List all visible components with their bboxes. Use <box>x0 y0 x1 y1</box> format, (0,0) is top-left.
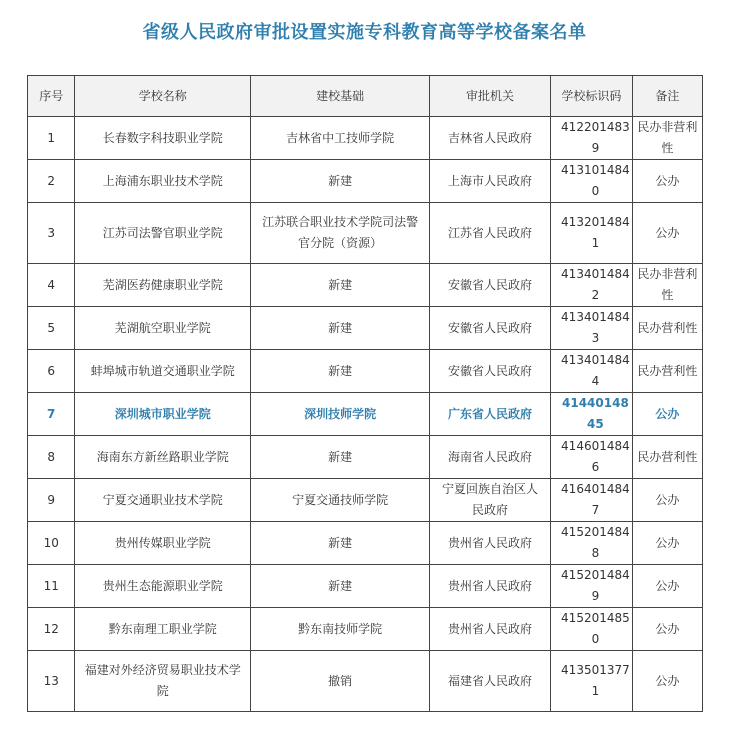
cell-authority: 吉林省人民政府 <box>430 117 551 160</box>
cell-code: 4152014848 <box>550 522 632 565</box>
cell-note: 公办 <box>632 565 702 608</box>
table-row <box>28 608 703 651</box>
cell-base: 新建 <box>251 307 430 350</box>
cell-base: 江苏联合职业技术学院司法警官分院（资源） <box>251 203 430 264</box>
table-row <box>28 436 703 479</box>
cell-id: 3 <box>28 203 75 264</box>
cell-authority: 贵州省人民政府 <box>430 522 551 565</box>
table-header-row <box>28 76 703 117</box>
cell-base: 黔东南技师学院 <box>251 608 430 651</box>
cell-note: 民办非营利性 <box>632 117 702 160</box>
cell-note: 民办营利性 <box>632 307 702 350</box>
school-table <box>27 75 703 712</box>
cell-name: 芜湖航空职业学院 <box>75 307 251 350</box>
cell-id: 12 <box>28 608 75 651</box>
cell-note: 民办营利性 <box>632 436 702 479</box>
cell-note: 公办 <box>632 608 702 651</box>
cell-id: 10 <box>28 522 75 565</box>
cell-base: 新建 <box>251 350 430 393</box>
cell-name: 福建对外经济贸易职业技术学院 <box>75 651 251 712</box>
cell-authority: 广东省人民政府 <box>430 393 551 436</box>
table-row <box>28 565 703 608</box>
header-code: 学校标识码 <box>550 76 632 117</box>
cell-base: 吉林省中工技师学院 <box>251 117 430 160</box>
cell-id: 13 <box>28 651 75 712</box>
cell-code: 4152014849 <box>550 565 632 608</box>
cell-note: 公办 <box>632 393 702 436</box>
cell-name: 黔东南理工职业学院 <box>75 608 251 651</box>
cell-base: 新建 <box>251 522 430 565</box>
cell-authority: 宁夏回族自治区人民政府 <box>430 479 551 522</box>
header-authority: 审批机关 <box>430 76 551 117</box>
cell-code: 4134014843 <box>550 307 632 350</box>
cell-authority: 安徽省人民政府 <box>430 350 551 393</box>
cell-note: 公办 <box>632 160 702 203</box>
cell-note: 公办 <box>632 479 702 522</box>
cell-id: 6 <box>28 350 75 393</box>
cell-note: 民办营利性 <box>632 350 702 393</box>
cell-code: 4134014844 <box>550 350 632 393</box>
cell-name: 深圳城市职业学院 <box>75 393 251 436</box>
cell-authority: 贵州省人民政府 <box>430 565 551 608</box>
cell-base: 新建 <box>251 264 430 307</box>
cell-name: 贵州生态能源职业学院 <box>75 565 251 608</box>
cell-name: 芜湖医药健康职业学院 <box>75 264 251 307</box>
cell-id: 1 <box>28 117 75 160</box>
cell-name: 海南东方新丝路职业学院 <box>75 436 251 479</box>
cell-authority: 安徽省人民政府 <box>430 307 551 350</box>
cell-name: 上海浦东职业技术学院 <box>75 160 251 203</box>
cell-id: 11 <box>28 565 75 608</box>
cell-name: 宁夏交通职业技术学院 <box>75 479 251 522</box>
cell-base: 新建 <box>251 436 430 479</box>
table-row <box>28 522 703 565</box>
cell-note: 公办 <box>632 651 702 712</box>
cell-id: 4 <box>28 264 75 307</box>
cell-id: 7 <box>28 393 75 436</box>
cell-name: 长春数字科技职业学院 <box>75 117 251 160</box>
table-row <box>28 117 703 160</box>
cell-note: 公办 <box>632 522 702 565</box>
cell-name: 贵州传媒职业学院 <box>75 522 251 565</box>
table-row <box>28 160 703 203</box>
cell-code: 4132014841 <box>550 203 632 264</box>
cell-authority: 上海市人民政府 <box>430 160 551 203</box>
cell-code: 4144014845 <box>550 393 632 436</box>
cell-code: 4152014850 <box>550 608 632 651</box>
cell-authority: 海南省人民政府 <box>430 436 551 479</box>
cell-base: 深圳技师学院 <box>251 393 430 436</box>
header-name: 学校名称 <box>75 76 251 117</box>
table-row <box>28 203 703 264</box>
cell-authority: 贵州省人民政府 <box>430 608 551 651</box>
table-row <box>28 393 703 436</box>
cell-code: 4134014842 <box>550 264 632 307</box>
table-row <box>28 307 703 350</box>
cell-name: 蚌埠城市轨道交通职业学院 <box>75 350 251 393</box>
table-row <box>28 651 703 712</box>
cell-authority: 安徽省人民政府 <box>430 264 551 307</box>
cell-id: 9 <box>28 479 75 522</box>
header-base: 建校基础 <box>251 76 430 117</box>
cell-code: 4164014847 <box>550 479 632 522</box>
cell-code: 4122014839 <box>550 117 632 160</box>
cell-base: 撤销 <box>251 651 430 712</box>
cell-code: 4146014846 <box>550 436 632 479</box>
table-row <box>28 479 703 522</box>
cell-authority: 江苏省人民政府 <box>430 203 551 264</box>
page-title: 省级人民政府审批设置实施专科教育高等学校备案名单 <box>142 22 587 43</box>
cell-authority: 福建省人民政府 <box>430 651 551 712</box>
header-note: 备注 <box>632 76 702 117</box>
cell-base: 新建 <box>251 565 430 608</box>
cell-base: 宁夏交通技师学院 <box>251 479 430 522</box>
cell-id: 2 <box>28 160 75 203</box>
table-row <box>28 264 703 307</box>
cell-base: 新建 <box>251 160 430 203</box>
cell-note: 民办非营利性 <box>632 264 702 307</box>
cell-id: 5 <box>28 307 75 350</box>
table-row <box>28 350 703 393</box>
header-id: 序号 <box>28 76 75 117</box>
cell-code: 4131014840 <box>550 160 632 203</box>
cell-code: 4135013771 <box>550 651 632 712</box>
cell-id: 8 <box>28 436 75 479</box>
cell-note: 公办 <box>632 203 702 264</box>
cell-name: 江苏司法警官职业学院 <box>75 203 251 264</box>
